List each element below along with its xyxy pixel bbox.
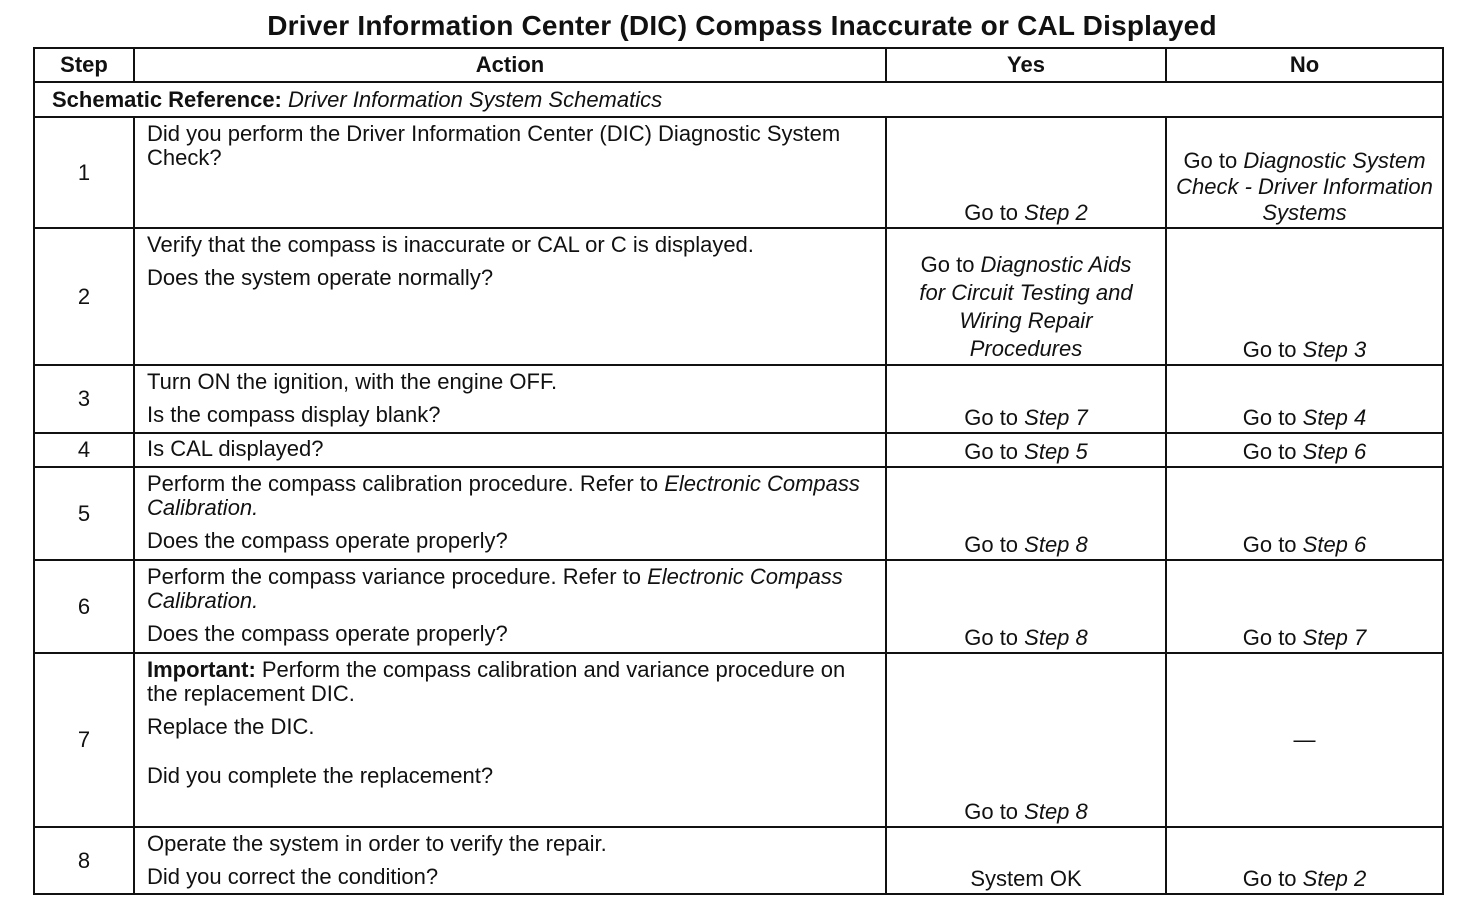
- action-text: [147, 472, 873, 520]
- action-cell: [134, 467, 886, 560]
- header-step: Step: [34, 48, 134, 82]
- table-row: [34, 827, 1443, 894]
- go-to-text: Go to: [1242, 625, 1303, 650]
- table-row: [34, 560, 1443, 653]
- no-cell: [1166, 365, 1443, 433]
- no-cell: [1166, 433, 1443, 467]
- page-title: Driver Information Center (DIC) Compass Inaccurate or CAL Displayed: [267, 10, 1217, 41]
- go-to-text: Go to: [964, 532, 1025, 557]
- go-to-text: Go to: [964, 799, 1025, 824]
- step-number: 4: [34, 433, 134, 467]
- action-text: [147, 565, 873, 613]
- table-row: [34, 433, 1443, 467]
- step-number: 2: [34, 228, 134, 365]
- yes-cell: [886, 365, 1166, 433]
- action-cell: [134, 560, 886, 653]
- action-cell: [134, 433, 886, 467]
- table-row: [34, 117, 1443, 228]
- yes-cell: [886, 228, 1166, 365]
- action-question: Did you correct the condition?: [147, 864, 439, 889]
- action-cell: [134, 228, 886, 365]
- no-link[interactable]: Step 3: [1302, 337, 1367, 362]
- go-to-text: Go to: [920, 252, 981, 277]
- action-cell: [134, 653, 886, 827]
- yes-cell: [886, 433, 1166, 467]
- action-instruction: Perform the compass variance procedure. Refer to: [147, 564, 648, 589]
- action-text: Is CAL displayed?: [147, 436, 324, 461]
- go-to-text: Go to: [964, 405, 1025, 430]
- yes-cell: [886, 653, 1166, 827]
- no-link[interactable]: Step 4: [1302, 405, 1367, 430]
- go-to-text: Go to: [1242, 866, 1303, 891]
- action-instruction: Perform the compass calibration procedure. Refer to: [147, 471, 665, 496]
- step-number: 1: [34, 117, 134, 228]
- no-link[interactable]: Step 2: [1302, 866, 1367, 891]
- go-to-text: Go to: [1242, 532, 1303, 557]
- action-text: Operate the system in order to verify the repair.: [147, 831, 607, 856]
- action-text: Verify that the compass is inaccurate or CAL or C is displayed.: [147, 232, 754, 257]
- action-question: Did you complete the replacement?: [147, 763, 494, 788]
- schematic-row: [34, 82, 1443, 117]
- step-number: 5: [34, 467, 134, 560]
- action-cell: [134, 117, 886, 228]
- go-to-text: Go to: [964, 625, 1025, 650]
- no-link[interactable]: Step 6: [1302, 532, 1367, 557]
- no-cell: [1166, 467, 1443, 560]
- yes-cell: [886, 467, 1166, 560]
- step-number: 7: [34, 653, 134, 827]
- action-reference-link[interactable]: Electronic Compass Calibration.: [147, 471, 860, 520]
- no-cell: [1166, 653, 1443, 827]
- action-cell: [134, 365, 886, 433]
- important-text: Perform the compass calibration and variance procedure on the replacement DIC.: [147, 657, 846, 706]
- table-row: [34, 365, 1443, 433]
- yes-cell: [886, 827, 1166, 894]
- important-note: [147, 658, 873, 706]
- step-number: 6: [34, 560, 134, 653]
- action-text: Did you perform the Driver Information Center (DIC) Diagnostic System Check?: [147, 121, 841, 170]
- important-label: Important:: [147, 657, 256, 682]
- action-question: Is the compass display blank?: [147, 402, 441, 427]
- schematic-reference: [34, 82, 1443, 117]
- yes-link[interactable]: Step 2: [1024, 200, 1088, 225]
- action-cell: [134, 827, 886, 894]
- header-row: [34, 48, 1443, 82]
- no-cell: [1166, 228, 1443, 365]
- go-to-text: Go to: [1242, 337, 1303, 362]
- header-yes: Yes: [886, 48, 1166, 82]
- go-to-text: Go to: [1242, 439, 1303, 464]
- yes-link[interactable]: Step 8: [1024, 799, 1088, 824]
- no-cell: [1166, 827, 1443, 894]
- go-to-text: Go to: [964, 200, 1025, 225]
- action-question: Does the compass operate properly?: [147, 528, 508, 553]
- step-number: 8: [34, 827, 134, 894]
- header-action: Action: [134, 48, 886, 82]
- header-no: No: [1166, 48, 1443, 82]
- action-text: Turn ON the ignition, with the engine OFF.: [147, 369, 558, 394]
- go-to-text: Go to: [964, 439, 1025, 464]
- schematic-link[interactable]: Driver Information System Schematics: [288, 86, 663, 112]
- yes-link[interactable]: Step 8: [1024, 532, 1088, 557]
- yes-link[interactable]: Diagnostic Aids for Circuit Testing and Wiring Repair Procedures: [919, 252, 1133, 361]
- step-number: 3: [34, 365, 134, 433]
- action-text: Replace the DIC.: [147, 714, 315, 739]
- table-row: [34, 228, 1443, 365]
- table-row: [34, 467, 1443, 560]
- yes-cell: [886, 560, 1166, 653]
- no-cell: [1166, 560, 1443, 653]
- go-to-text: Go to: [1183, 148, 1244, 173]
- action-reference-link[interactable]: Electronic Compass Calibration.: [147, 564, 843, 613]
- schematic-label: Schematic Reference:: [52, 86, 282, 112]
- diagnostic-table: [33, 47, 1444, 895]
- yes-cell: [886, 117, 1166, 228]
- system-ok-text: System OK: [970, 866, 1082, 891]
- action-question: Does the compass operate properly?: [147, 621, 508, 646]
- go-to-text: Go to: [1242, 405, 1303, 430]
- yes-link[interactable]: Step 7: [1024, 405, 1088, 430]
- no-link[interactable]: Step 6: [1302, 439, 1367, 464]
- no-link[interactable]: Step 7: [1302, 625, 1367, 650]
- no-link[interactable]: Diagnostic System Check - Driver Information Systems: [1176, 148, 1433, 225]
- no-cell: [1166, 117, 1443, 228]
- table-row: [34, 653, 1443, 827]
- action-question: Does the system operate normally?: [147, 265, 494, 290]
- yes-link[interactable]: Step 8: [1024, 625, 1088, 650]
- no-dash: —: [1293, 726, 1316, 752]
- yes-link[interactable]: Step 5: [1024, 439, 1088, 464]
